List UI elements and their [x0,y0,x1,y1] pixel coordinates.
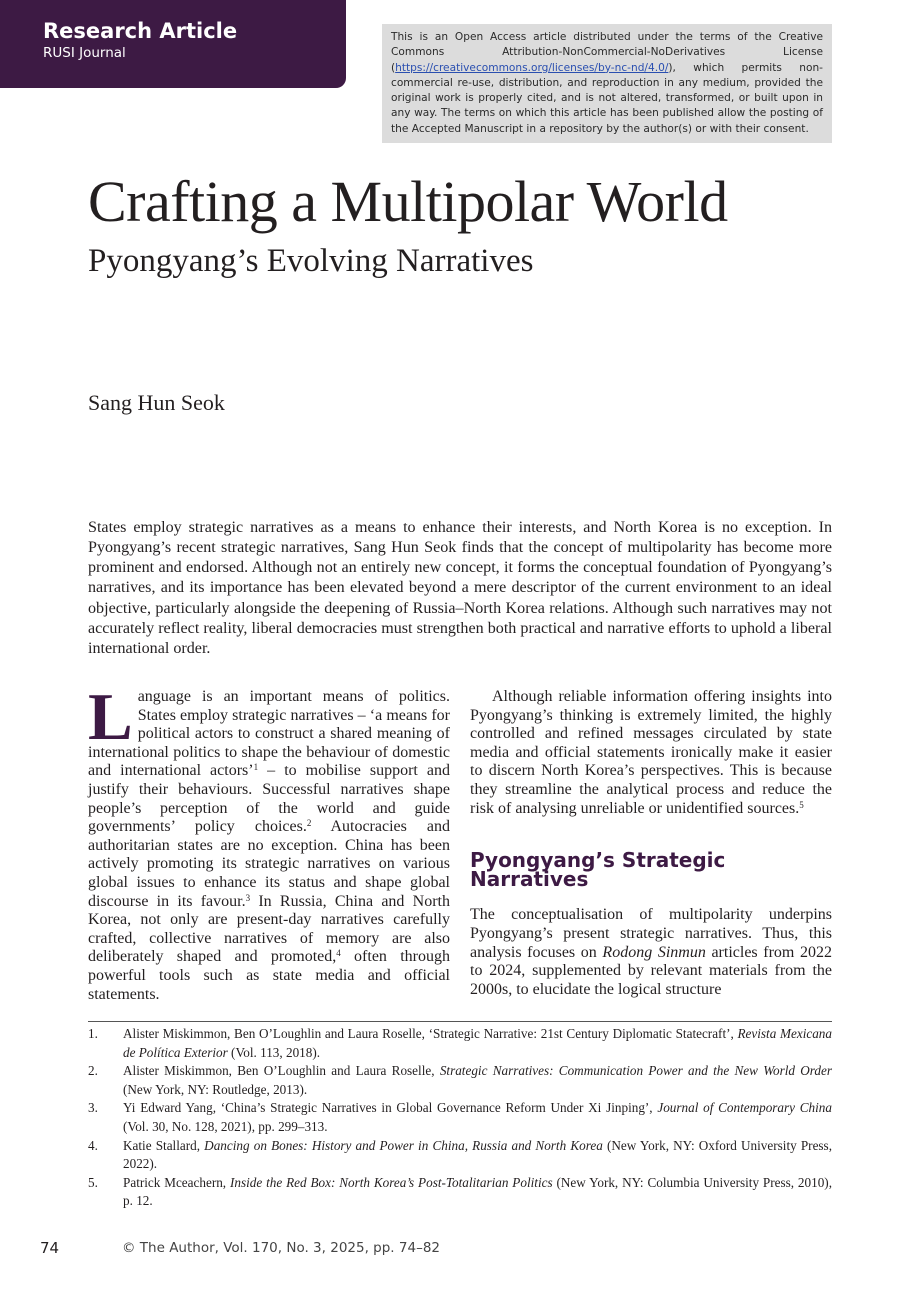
footnotes [88,1025,832,1211]
article-title: Crafting a Multipolar World [88,169,728,234]
footnote-ref-5[interactable]: 5 [799,799,804,810]
footnote-number: 3. [88,1100,98,1116]
body-text-italic: Rodong Sinmun [602,943,706,961]
footnote-item [88,1025,832,1062]
footnote-ref-4[interactable]: 4 [336,948,341,959]
body-column-left [88,680,450,1004]
footnote-text: Patrick Mceachern, Inside the Red Box: North Korea’s Post-Totalitarian Politics (New York, NY: Columbia University Press, 2010), p. 12. [123,1174,832,1209]
body-text: anguage is an important means of politics. States employ strategic narratives – ‘a means for political actors to construct a shared meaning of international politics to shape the behaviour of domestic and international actors’ [88,688,450,780]
body-text: In Russia, China and North Korea, not only are present-day narratives carefully crafted, collective narratives of memory are also deliberately shaped and promoted, [88,892,450,966]
footnote-text: Katie Stallard, Dancing on Bones: History and Power in China, Russia and North Korea (New York, NY: Oxford University Press, 2022). [123,1137,832,1172]
open-access-licence-box [382,24,832,143]
footnote-number: 5. [88,1174,98,1190]
licence-text-end: ), which permits non-commercial re-use, distribution, and reproduction in any medium, provided the original work is properly cited, and is not altered, transformed, or built upon in any way. The terms on which this article has been published allow the posting of the Accepted Manuscript in a repository by the author(s) or with their consent. [391,61,823,135]
footnote-number: 4. [88,1137,98,1153]
article-type-tab [0,0,346,88]
body-paragraph-3 [470,906,832,999]
footnote-item [88,1174,832,1211]
footnote-item [88,1062,832,1099]
body-text: Although reliable information offering insights into Pyongyang’s thinking is extremely limited, the highly controlled and refined messages circulated by state media and official statements ironically make it easier to discern North Korea’s perspectives. This is because they streamline the analytical process and reduce the risk of analysing unreliable or unidentified sources. [470,688,832,817]
footnote-divider [88,1021,832,1022]
abstract: States employ strategic narratives as a means to enhance their interests, and North Korea is no exception. In Pyongyang’s recent strategic narratives, Sang Hun Seok finds that the concept of multipolarity has become more prominent and endorsed. Although not an entirely new concept, it forms the conceptual foundation of Pyongyang’s narratives, and its importance has been elevated beyond a mere descriptor of the current environment to an ideal objective, particularly alongside the deepening of Russia–North Korea relations. Although such narratives may not accurately reflect reality, liberal democracies must strengthen both practical and narrative efforts to uphold a liberal international order. [88,519,832,657]
licence-link[interactable]: https://creativecommons.org/licenses/by-nc-nd/4.0/ [395,61,669,74]
article-subtitle: Pyongyang’s Evolving Narratives [88,243,534,279]
footnote-text: Yi Edward Yang, ‘China’s Strategic Narratives in Global Governance Reform Under Xi Jinping’, Journal of Contemporary China (Vol. 30, No. 128, 2021), pp. 299–313. [123,1100,832,1134]
body-text: The conceptualisation of multipolarity underpins Pyongyang’s present strategic narratives. Thus, this analysis focuses on [470,906,832,961]
footnote-item [88,1099,832,1136]
footnote-number: 1. [88,1026,98,1041]
footnote-ref-3[interactable]: 3 [245,892,251,903]
licence-text-start: This is an Open Access article distributed under the terms of the Creative Commons Attribution-NonCommercial-NoDerivatives License ( [391,31,823,74]
section-heading: Pyongyang’s Strategic Narratives [470,848,726,891]
body-text: – to mobilise support and justify their behaviours. Successful narratives shape people’s perception of the world and guide governments’ policy choices. [88,762,450,836]
author-name: Sang Hun Seok [88,390,225,415]
copyright-line: © The Author, Vol. 170, No. 3, 2025, pp. 74–82 [122,1240,440,1256]
footnote-number: 2. [88,1063,98,1079]
drop-cap: L [88,680,133,754]
body-paragraph-2 [470,688,832,818]
body-text: often through powerful tools such as state media and official statements. [88,948,450,1003]
page-number: 74 [40,1239,60,1257]
footnote-text: Alister Miskimmon, Ben O’Loughlin and Laura Roselle, ‘Strategic Narrative: 21st Century Diplomatic Statecraft’, Revista Mexicana de Política Exterior (Vol. 113, 2018). [123,1026,832,1060]
body-column-right [470,688,832,999]
footnote-ref-2[interactable]: 2 [306,818,312,829]
body-paragraph-1 [88,680,450,1004]
journal-name: RUSI Journal [43,45,126,61]
footnote-text: Alister Miskimmon, Ben O’Loughlin and Laura Roselle, Strategic Narratives: Communication Power and the New World Order (New York, NY: Routledge, 2013). [123,1063,833,1097]
footnote-item [88,1137,832,1174]
footnote-ref-1[interactable]: 1 [253,762,259,773]
body-text: Autocracies and authoritarian states are no exception. China has been actively promoting its strategic narratives on various global issues to enhance its status and shape global discourse in its favour. [88,818,450,910]
article-type-label: Research Article [43,19,238,43]
body-text: articles from 2022 to 2024, supplemented by relevant materials from the 2000s, to elucidate the logical structure [470,943,833,998]
